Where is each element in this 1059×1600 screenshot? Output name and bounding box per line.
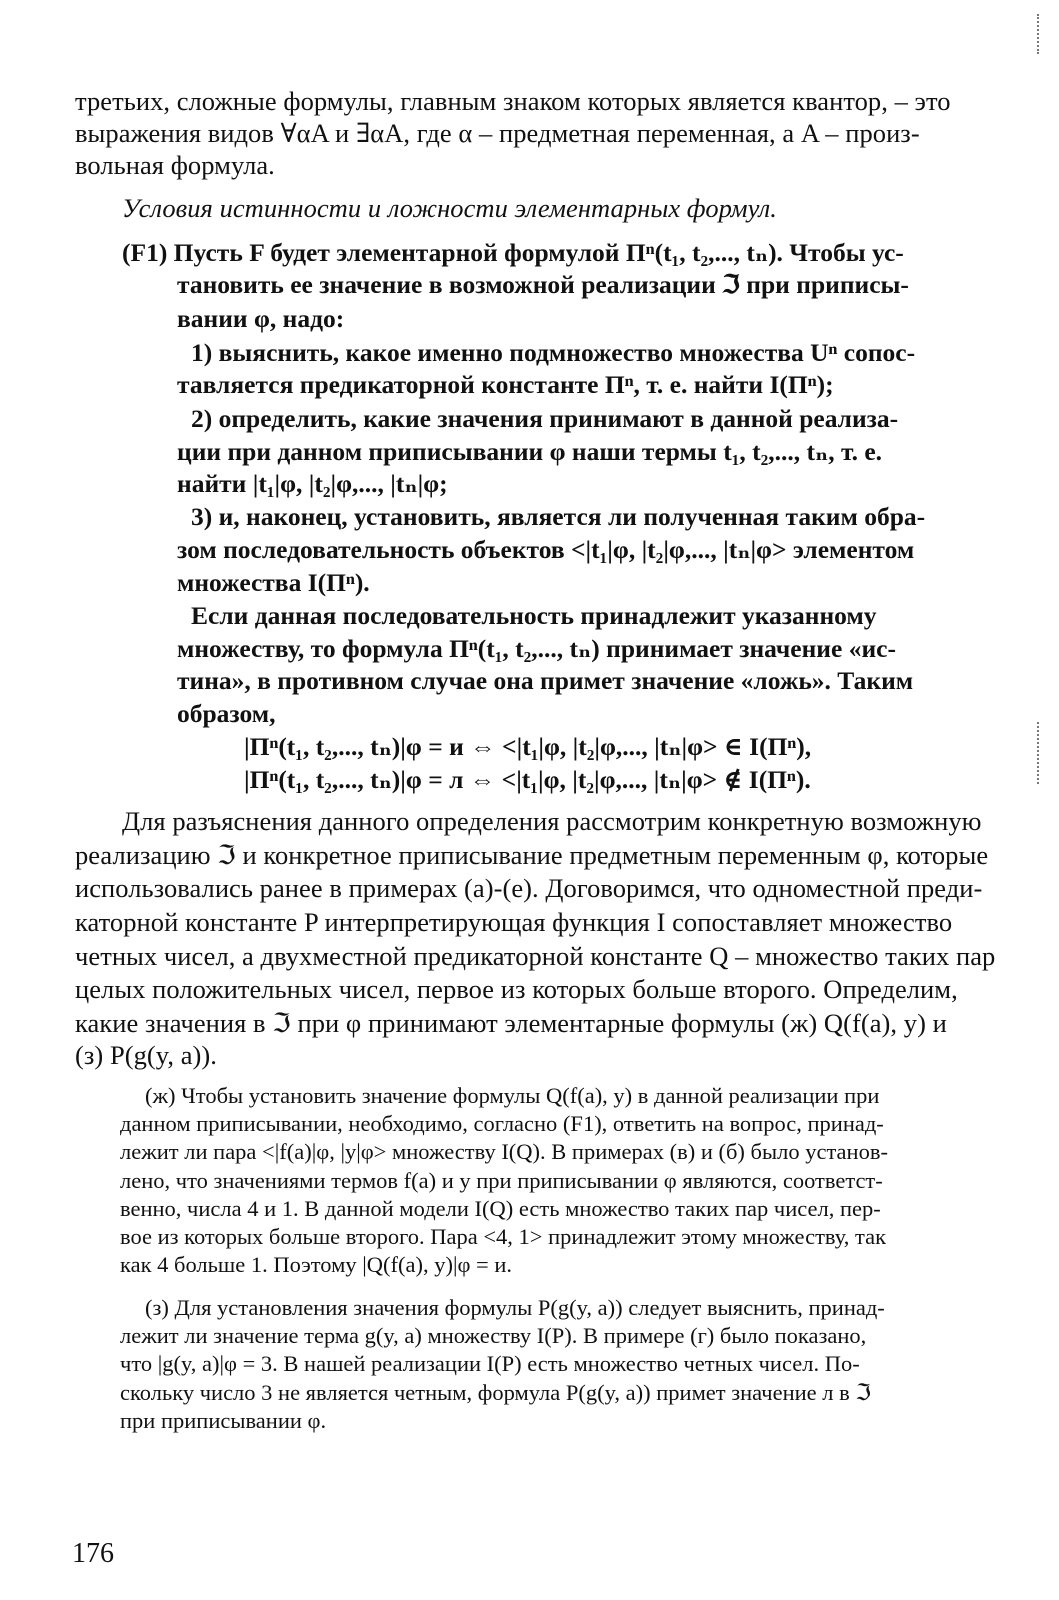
scan-margin-dots-middle	[1037, 722, 1041, 784]
f1-line: множества I(Пⁿ).	[177, 568, 370, 597]
example-zh-line: как 4 больше 1. Поэтому |Q(f(a), y)|φ = и.	[120, 1252, 513, 1277]
f1-line: множеству, то формула Пⁿ(t₁, t₂,..., tₙ) принимает значение «ис-	[177, 634, 896, 663]
example-z-line: при приписывании φ.	[120, 1408, 327, 1433]
f1-line: зом последовательность объектов <|t₁|φ, |t₂|φ,..., |tₙ|φ> элементом	[177, 535, 915, 564]
example-zh-line: венно, числа 4 и 1. В данной модели I(Q) есть множество таких пар чисел, пер-	[120, 1196, 881, 1221]
f1-line: тина», в противном случае она примет значение «ложь». Таким	[177, 666, 914, 695]
f1-line: 1) выяснить, какое именно подмножество множества Uⁿ сопос-	[191, 338, 916, 367]
example-z-line: скольку число 3 не является четным, формула P(g(y, a)) примет значение л в ℑ	[120, 1380, 872, 1405]
explanation-line: реализацию ℑ и конкретное приписывание предметным переменным φ, которые	[75, 840, 989, 870]
explanation-line: каторной константе P интерпретирующая функция I сопоставляет множество	[75, 907, 953, 937]
explanation-line: использовались ранее в примерах (а)-(е). Договоримся, что одноместной преди-	[75, 873, 983, 903]
explanation-line: какие значения в ℑ при φ принимают элементарные формулы (ж) Q(f(a), y) и	[75, 1008, 947, 1038]
example-z-line: (з) Для установления значения формулы P(g(y, a)) следует выяснить, принад-	[145, 1295, 885, 1320]
explanation-line: четных чисел, а двухместной предикаторной константе Q – множество таких пар	[75, 941, 996, 971]
explanation-line: целых положительных чисел, первое из которых больше второго. Определим,	[75, 974, 958, 1004]
f1-line: тавляется предикаторной константе Пⁿ, т. е. найти I(Пⁿ);	[177, 370, 834, 399]
explanation-line: Для разъяснения данного определения рассмотрим конкретную возможную	[122, 806, 982, 836]
f1-line: Если данная последовательность принадлежит указанному	[191, 601, 877, 630]
example-zh-line: вое из которых больше второго. Пара <4, 1> принадлежит этому множеству, так	[120, 1224, 887, 1249]
f1-line: ции при данном приписывании φ наши термы t₁, t₂,..., tₙ, т. е.	[177, 437, 883, 466]
example-zh-line: данном приписывании, необходимо, согласно (F1), ответить на вопрос, принад-	[120, 1111, 884, 1136]
f1-line: 2) определить, какие значения принимают в данной реализа-	[191, 404, 899, 433]
truth-formula: |Пⁿ(t₁, t₂,..., tₙ)|φ = и ⇔ <|t₁|φ, |t₂|φ,..., |tₙ|φ> ∈ I(Пⁿ),	[244, 732, 812, 761]
f1-line: (F1) Пусть F будет элементарной формулой Пⁿ(t₁, t₂,..., tₙ). Чтобы ус-	[122, 238, 904, 267]
intro-line: третьих, сложные формулы, главным знаком которых является квантор, – это	[75, 86, 951, 116]
f1-line: тановить ее значение в возможной реализации ℑ при приписы-	[177, 270, 909, 299]
intro-line: выражения видов ∀αA и ∃αA, где α – предметная переменная, а A – произ-	[75, 118, 920, 148]
section-heading: Условия истинности и ложности элементарных формул.	[122, 193, 777, 223]
example-zh-line: лежит ли пара <|f(a)|φ, |y|φ> множеству I(Q). В примерах (в) и (б) было установ-	[120, 1139, 888, 1164]
example-z-line: лежит ли значение терма g(y, a) множеству I(P). В примере (г) было показано,	[120, 1323, 867, 1348]
example-zh-line: (ж) Чтобы установить значение формулы Q(f(a), y) в данной реализации при	[145, 1083, 880, 1108]
f1-line: 3) и, наконец, установить, является ли полученная таким обра-	[191, 502, 926, 531]
f1-line: вании φ, надо:	[177, 304, 345, 333]
f1-line: найти |t₁|φ, |t₂|φ,..., |tₙ|φ;	[177, 469, 448, 498]
page-number: 176	[72, 1538, 114, 1569]
falsity-formula: |Пⁿ(t₁, t₂,..., tₙ)|φ = л ⇔ <|t₁|φ, |t₂|φ,..., |tₙ|φ> ∉ I(Пⁿ).	[244, 765, 811, 794]
scan-margin-dots-top	[1037, 14, 1041, 54]
explanation-line: (з) P(g(y, a)).	[75, 1040, 217, 1070]
intro-line: вольная формула.	[75, 150, 275, 180]
example-z-line: что |g(y, a)|φ = 3. В нашей реализации I(P) есть множество четных чисел. По-	[120, 1351, 860, 1376]
f1-line: образом,	[177, 699, 276, 728]
example-zh-line: лено, что значениями термов f(a) и y при приписывании φ являются, соответст-	[120, 1168, 883, 1193]
